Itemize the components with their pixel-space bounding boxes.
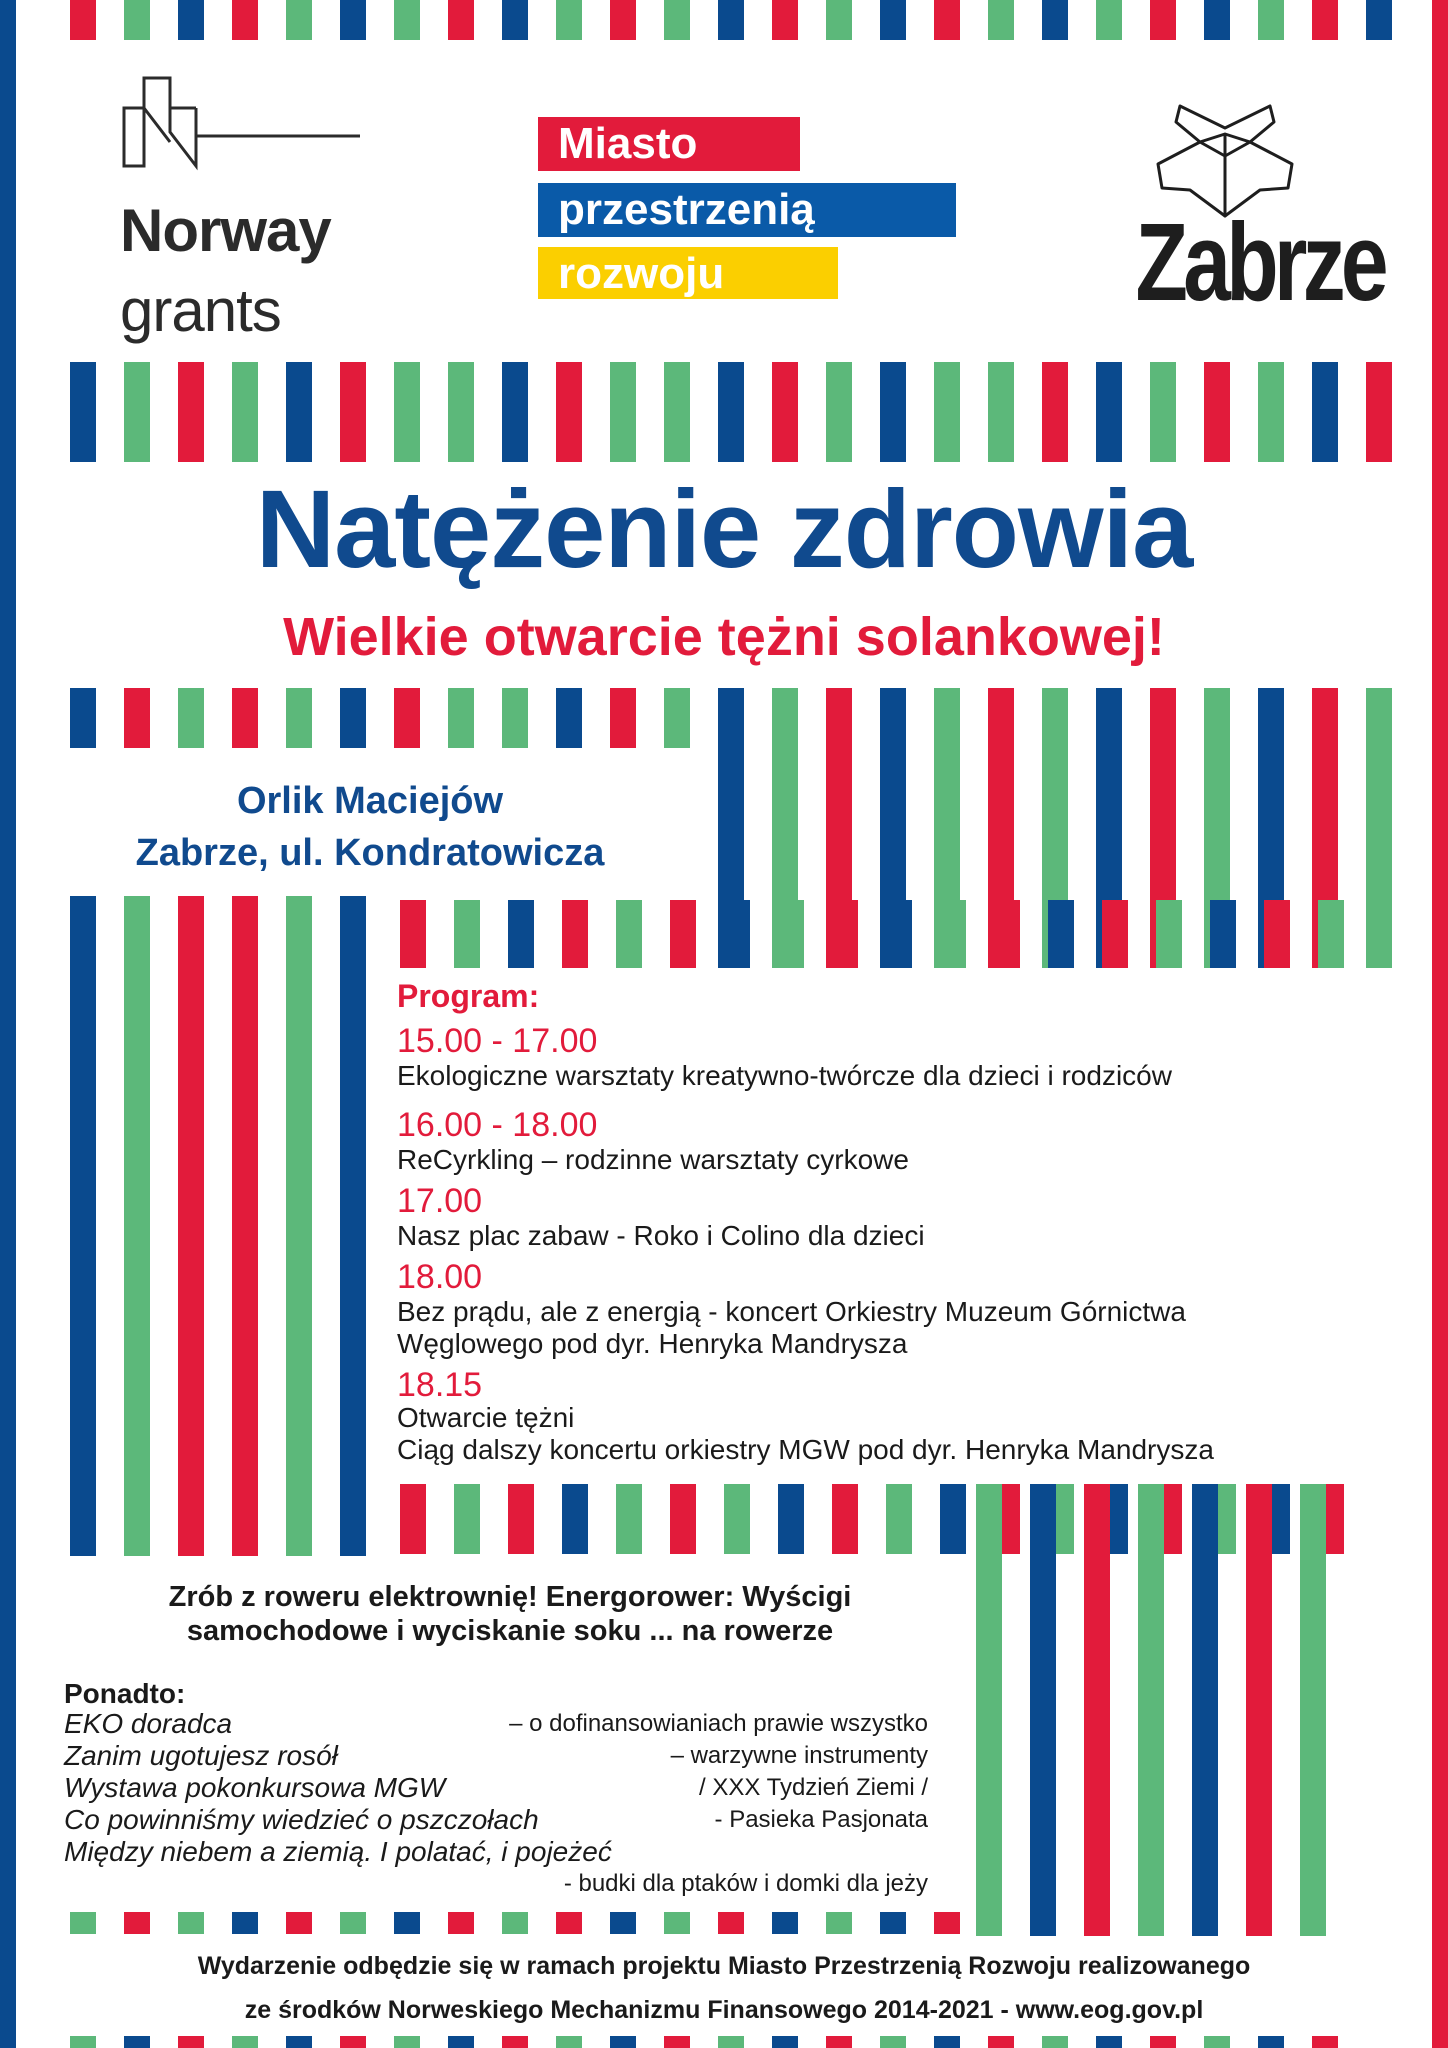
decor-stripe xyxy=(70,0,96,40)
decor-stripe xyxy=(616,1484,642,1554)
decor-stripe xyxy=(124,362,150,462)
decor-stripe xyxy=(70,688,96,748)
ponadto-item-note: – o dofinansowianiach prawie wszystko xyxy=(509,1710,928,1737)
decor-stripe xyxy=(178,362,204,462)
decor-stripe xyxy=(556,0,582,40)
decor-stripe xyxy=(178,0,204,40)
decor-stripe xyxy=(1150,0,1176,40)
decor-stripe xyxy=(124,688,150,748)
decor-stripe xyxy=(1084,1484,1110,1936)
decor-stripe xyxy=(1366,362,1392,462)
decor-stripe xyxy=(502,0,528,40)
footer-line2: ze środków Norweskiego Mechanizmu Finansowego 2014-2021 - www.eog.gov.pl xyxy=(244,1996,1204,2024)
decor-stripe xyxy=(232,688,258,748)
decor-stripe xyxy=(340,1912,366,1934)
decor-stripe xyxy=(1192,1484,1218,1936)
zabrze-logo-name: Zabrze xyxy=(1135,201,1384,324)
decor-stripe xyxy=(1258,2036,1284,2048)
decor-stripe xyxy=(1246,1484,1272,1936)
decor-stripe xyxy=(1366,0,1392,40)
decor-stripe xyxy=(400,900,426,968)
decor-stripe xyxy=(718,1912,744,1934)
subtitle: Wielkie otwarcie tężni solankowej! xyxy=(283,607,1165,667)
decor-stripe xyxy=(610,362,636,462)
program-desc: Bez prądu, ale z energią - koncert Orkiestry Muzeum Górnictwa xyxy=(397,1296,1186,1327)
decor-stripe xyxy=(1096,0,1122,40)
decor-stripe xyxy=(994,900,1020,968)
decor-stripe xyxy=(394,0,420,40)
decor-stripe xyxy=(286,896,312,1556)
decor-stripe xyxy=(124,896,150,1556)
decor-stripe xyxy=(610,1912,636,1934)
decor-stripe xyxy=(664,2036,690,2048)
energy-line2: samochodowe i wyciskanie soku ... na rowerze xyxy=(186,1615,834,1647)
energy-line1: Zrób z roweru elektrownię! Energorower: Wyścigi xyxy=(168,1581,852,1613)
decor-stripe xyxy=(70,896,96,1556)
decor-stripe xyxy=(1204,362,1230,462)
decor-stripe xyxy=(1150,362,1176,462)
ponadto-item-title: Zanim ugotujesz rosół xyxy=(64,1740,338,1771)
decor-stripe xyxy=(502,362,528,462)
decor-stripe xyxy=(1096,362,1122,462)
decor-stripe xyxy=(394,1912,420,1934)
decor-stripe xyxy=(232,896,258,1556)
decor-stripe xyxy=(232,362,258,462)
decor-stripe xyxy=(1258,362,1284,462)
decor-stripe xyxy=(448,1912,474,1934)
norway-grants-logo-icon xyxy=(120,74,360,174)
decor-stripe xyxy=(1432,0,1448,2048)
decor-stripe xyxy=(1048,900,1074,968)
program-time: 18.15 xyxy=(397,1366,483,1404)
ponadto-item-note: – warzywne instrumenty xyxy=(670,1742,928,1769)
decor-stripe xyxy=(880,2036,906,2048)
decor-stripe xyxy=(988,0,1014,40)
program-time: 18.00 xyxy=(397,1258,483,1296)
ponadto-item-title: EKO doradca xyxy=(64,1708,233,1739)
decor-stripe xyxy=(934,1912,960,1934)
decor-stripe xyxy=(70,362,96,462)
decor-stripe xyxy=(718,362,744,462)
decor-stripe xyxy=(886,900,912,968)
decor-stripe xyxy=(826,0,852,40)
decor-stripe xyxy=(178,896,204,1556)
decor-stripe xyxy=(1264,900,1290,968)
miasto-logo-line3: rozwoju xyxy=(538,247,838,299)
decor-stripe xyxy=(664,362,690,462)
decor-stripe xyxy=(880,1912,906,1934)
norway-grants-line2: grants xyxy=(120,277,281,344)
decor-stripe xyxy=(934,0,960,40)
decor-stripe xyxy=(1042,2036,1068,2048)
decor-stripe xyxy=(556,688,582,748)
decor-stripe xyxy=(340,2036,366,2048)
decor-stripe xyxy=(1312,362,1338,462)
decor-stripe xyxy=(178,688,204,748)
decor-stripe xyxy=(448,2036,474,2048)
program-desc: Ciąg dalszy koncertu orkiestry MGW pod dyr. Henryka Mandrysza xyxy=(397,1434,1214,1465)
decor-stripe xyxy=(718,0,744,40)
decor-stripe xyxy=(1138,1484,1164,1936)
decor-stripe xyxy=(616,900,642,968)
decor-stripe xyxy=(124,0,150,40)
decor-stripe xyxy=(286,362,312,462)
main-title: Natężenie zdrowia xyxy=(255,468,1193,591)
decor-stripe xyxy=(286,1912,312,1934)
decor-stripe xyxy=(1300,1484,1326,1936)
program-desc: Węglowego pod dyr. Henryka Mandrysza xyxy=(397,1328,908,1359)
decor-stripe xyxy=(286,2036,312,2048)
decor-stripe xyxy=(988,2036,1014,2048)
program-desc: Nasz plac zabaw - Roko i Colino dla dzieci xyxy=(397,1220,925,1251)
decor-stripe xyxy=(1366,688,1392,968)
decor-stripe xyxy=(1150,2036,1176,2048)
norway-grants-line1: Norway xyxy=(120,197,331,264)
decor-stripe xyxy=(124,1912,150,1934)
ponadto-item-note: / XXX Tydzień Ziemi / xyxy=(699,1774,928,1801)
decor-stripe xyxy=(772,0,798,40)
decor-stripe xyxy=(502,2036,528,2048)
decor-stripe xyxy=(1096,2036,1122,2048)
decor-stripe xyxy=(610,2036,636,2048)
decor-stripe xyxy=(178,1912,204,1934)
decor-stripe xyxy=(610,688,636,748)
decor-stripe xyxy=(832,900,858,968)
decor-stripe xyxy=(340,688,366,748)
decor-stripe xyxy=(664,1912,690,1934)
decor-stripe xyxy=(556,362,582,462)
program-desc: Otwarcie tężni xyxy=(397,1402,575,1433)
decor-stripe xyxy=(778,1484,804,1554)
decor-stripe xyxy=(1312,0,1338,40)
decor-stripe xyxy=(562,1484,588,1554)
ponadto-item-note: - budki dla ptaków i domki dla jeży xyxy=(563,1870,928,1897)
decor-stripe xyxy=(718,2036,744,2048)
decor-stripe xyxy=(562,900,588,968)
decor-stripe xyxy=(0,0,16,2048)
decor-stripe xyxy=(886,1484,912,1554)
decor-stripe xyxy=(880,0,906,40)
decor-stripe xyxy=(1156,900,1182,968)
decor-stripe xyxy=(670,900,696,968)
decor-stripe xyxy=(286,0,312,40)
decor-stripe xyxy=(232,2036,258,2048)
decor-stripe xyxy=(670,1484,696,1554)
decor-stripe xyxy=(826,2036,852,2048)
decor-stripe xyxy=(724,1484,750,1554)
decor-stripe xyxy=(124,2036,150,2048)
decor-stripe xyxy=(1204,2036,1230,2048)
ponadto-item-note: - Pasieka Pasjonata xyxy=(714,1806,928,1833)
decor-stripe xyxy=(400,1484,426,1554)
decor-stripe xyxy=(508,1484,534,1554)
decor-stripe xyxy=(1030,1484,1056,1936)
decor-stripe xyxy=(556,2036,582,2048)
program-desc: ReCyrkling – rodzinne warsztaty cyrkowe xyxy=(397,1144,909,1175)
decor-stripe xyxy=(1312,2036,1338,2048)
program-desc: Ekologiczne warsztaty kreatywno-twórcze dla dzieci i rodziców xyxy=(397,1060,1172,1091)
decor-stripe xyxy=(880,362,906,462)
ponadto-item-title: Co powinniśmy wiedzieć o pszczołach xyxy=(64,1804,539,1835)
decor-stripe xyxy=(1042,0,1068,40)
decor-stripe xyxy=(976,1484,1002,1936)
decor-stripe xyxy=(1318,900,1344,968)
decor-stripe xyxy=(724,900,750,968)
decor-stripe xyxy=(934,362,960,462)
location-address: Zabrze, ul. Kondratowicza xyxy=(135,832,605,874)
decor-stripe xyxy=(232,0,258,40)
decor-stripe xyxy=(502,1912,528,1934)
decor-stripe xyxy=(394,688,420,748)
ponadto-item-title: Wystawa pokonkursowa MGW xyxy=(64,1772,446,1803)
decor-stripe xyxy=(448,362,474,462)
decor-stripe xyxy=(778,900,804,968)
decor-stripe xyxy=(286,688,312,748)
decor-stripe xyxy=(826,1912,852,1934)
decor-stripe xyxy=(1258,0,1284,40)
footer-line1: Wydarzenie odbędzie się w ramach projektu Miasto Przestrzenią Rozwoju realizowanego xyxy=(197,1952,1251,1980)
decor-stripe xyxy=(1042,362,1068,462)
decor-stripe xyxy=(610,0,636,40)
decor-stripe xyxy=(448,688,474,748)
decor-stripe xyxy=(772,362,798,462)
decor-stripe xyxy=(772,2036,798,2048)
decor-stripe xyxy=(940,1484,966,1554)
decor-stripe xyxy=(556,1912,582,1934)
ponadto-label: Ponadto: xyxy=(64,1678,186,1709)
decor-stripe xyxy=(340,0,366,40)
decor-stripe xyxy=(178,2036,204,2048)
program-time: 15.00 - 17.00 xyxy=(397,1022,598,1060)
decor-stripe xyxy=(454,1484,480,1554)
decor-stripe xyxy=(988,362,1014,462)
decor-stripe xyxy=(826,362,852,462)
decor-stripe xyxy=(340,362,366,462)
decor-stripe xyxy=(394,2036,420,2048)
program-time: 17.00 xyxy=(397,1182,483,1220)
decor-stripe xyxy=(934,2036,960,2048)
decor-stripe xyxy=(664,0,690,40)
decor-stripe xyxy=(340,896,366,1556)
decor-stripe xyxy=(454,900,480,968)
decor-stripe xyxy=(502,688,528,748)
decor-stripe xyxy=(1210,900,1236,968)
decor-stripe xyxy=(772,1912,798,1934)
decor-stripe xyxy=(70,1912,96,1934)
decor-stripe xyxy=(508,900,534,968)
decor-stripe xyxy=(940,900,966,968)
miasto-logo-line2: przestrzenią xyxy=(538,183,956,237)
miasto-logo-line1: Miasto xyxy=(538,117,800,171)
location-venue: Orlik Maciejów xyxy=(236,780,504,822)
decor-stripe xyxy=(832,1484,858,1554)
decor-stripe xyxy=(394,362,420,462)
decor-stripe xyxy=(70,2036,96,2048)
decor-stripe xyxy=(1102,900,1128,968)
ponadto-item-title: Między niebem a ziemią. I polatać, i pojeżeć xyxy=(64,1836,612,1867)
program-time: 16.00 - 18.00 xyxy=(397,1106,598,1144)
decor-stripe xyxy=(1204,0,1230,40)
decor-stripe xyxy=(664,688,690,748)
decor-stripe xyxy=(448,0,474,40)
program-label: Program: xyxy=(397,978,540,1014)
decor-stripe xyxy=(232,1912,258,1934)
